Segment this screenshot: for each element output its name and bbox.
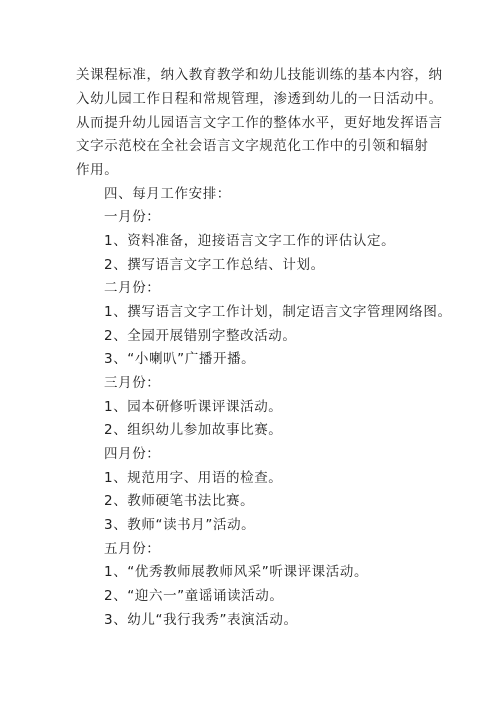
- paragraph-line: 作用。: [76, 162, 119, 178]
- month-title: 五月份：: [104, 541, 161, 557]
- list-item: 2、全园开展错别字整改活动。: [104, 328, 297, 344]
- section-heading: 四、每月工作安排：: [104, 186, 231, 202]
- list-item: 2、组织幼儿参加故事比赛。: [104, 422, 283, 438]
- list-item: 3、教师“读书月”活动。: [104, 517, 256, 533]
- list-item: 1、规范用字、用语的检查。: [104, 470, 283, 486]
- list-item: 1、撰写语言文字工作计划，制定语言文字管理网络图。: [104, 304, 452, 320]
- paragraph-line: 文字示范校在全社会语言文字规范化工作中的引领和辐射: [76, 138, 429, 154]
- list-item: 1、“优秀教师展教师风采”听课评课活动。: [104, 564, 369, 580]
- list-item: 1、园本研修听课评课活动。: [104, 399, 283, 415]
- list-item: 2、教师硬笔书法比赛。: [104, 493, 255, 509]
- list-item: 3、“小喇叭”广播开播。: [104, 351, 256, 367]
- paragraph-line: 从而提升幼儿园语言文字工作的整体水平，更好地发挥语言: [76, 115, 443, 131]
- list-item: 2、“迎六一”童谣诵读活动。: [104, 588, 284, 604]
- list-item: 2、撰写语言文字工作总结、计划。: [104, 257, 325, 273]
- list-item: 3、幼儿“我行我秀”表演活动。: [104, 612, 298, 628]
- month-title: 三月份：: [104, 375, 161, 391]
- paragraph-line: 关课程标准，纳入教育教学和幼儿技能训练的基本内容，纳: [76, 67, 443, 83]
- month-title: 四月份：: [104, 446, 161, 462]
- month-title: 一月份：: [104, 209, 161, 225]
- paragraph-line: 入幼儿园工作日程和常规管理，渗透到幼儿的一日活动中。: [76, 91, 443, 107]
- list-item: 1、资料准备，迎接语言文字工作的评估认定。: [104, 233, 396, 249]
- month-title: 二月份：: [104, 280, 161, 296]
